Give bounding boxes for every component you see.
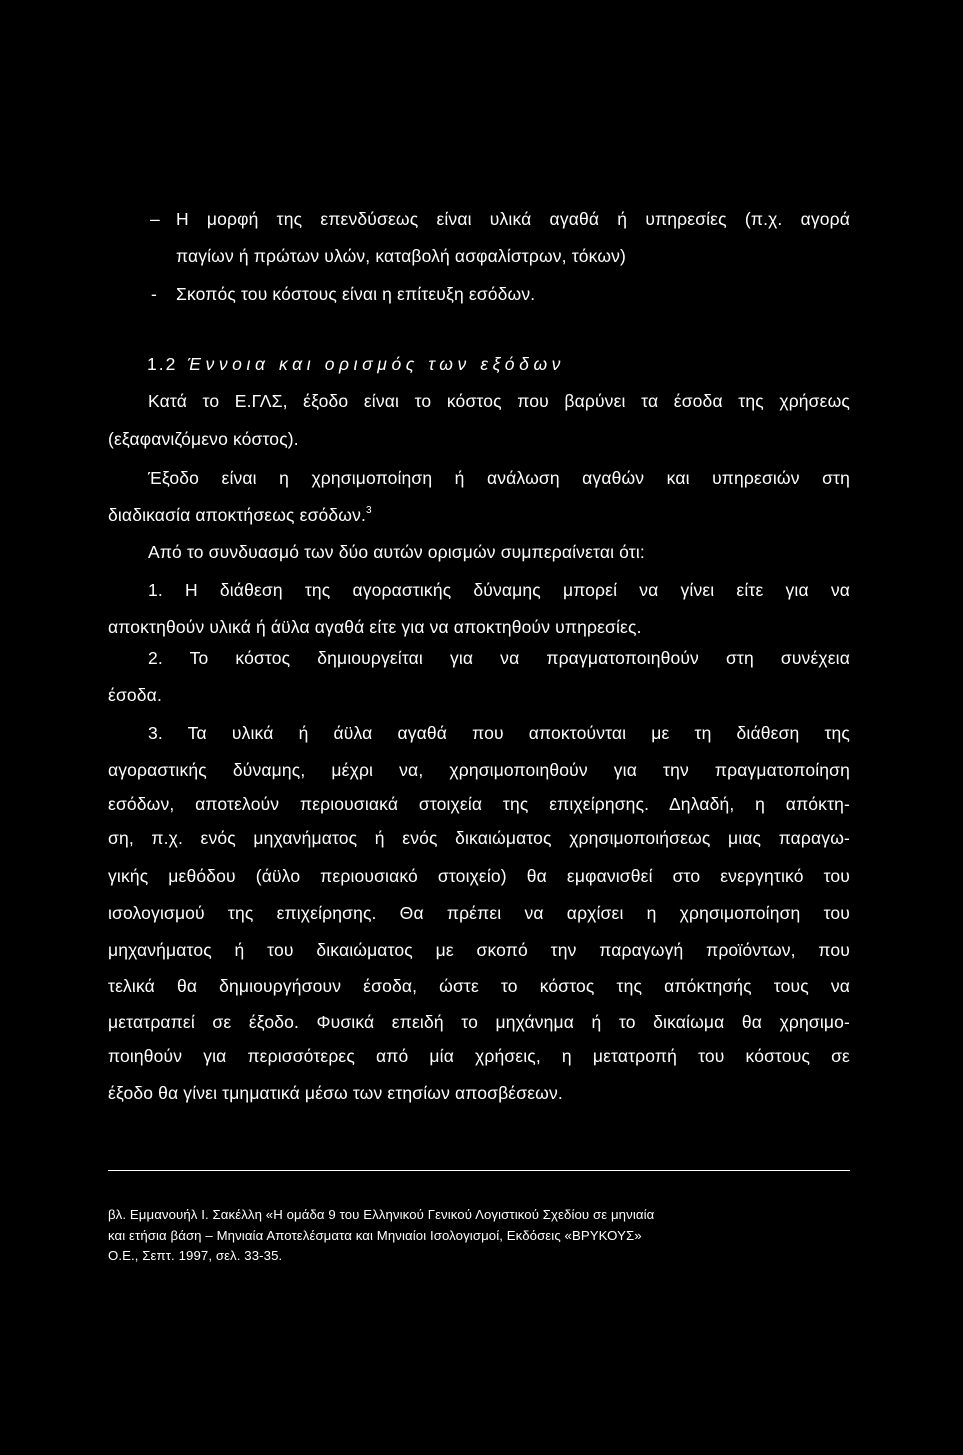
body-line: 3. Τα υλικά ή άϋλα αγαθά που αποκτούνται με τη διάθεση της bbox=[148, 723, 850, 743]
body-line: Έξοδο είναι η χρησιμοποίηση ή ανάλωση αγαθών και υπηρεσιών στη bbox=[148, 468, 850, 488]
body-line: 1. Η διάθεση της αγοραστικής δύναμης μπορεί να γίνει είτε για να bbox=[148, 580, 850, 600]
body-line-with-footnote-ref bbox=[108, 503, 372, 527]
body-line: ποιηθούν για περισσότερες από μία χρήσεις, η μετατροπή του κόστους σε bbox=[108, 1046, 850, 1066]
body-line: (εξαφανιζόμενο κόστος). bbox=[108, 429, 299, 449]
body-line: 2. Το κόστος δημιουργείται για να πραγματοποιηθούν στη συνέχεια bbox=[148, 648, 850, 668]
bullet-1-line-2: παγίων ή πρώτων υλών, καταβολή ασφαλίστρων, τόκων) bbox=[176, 246, 627, 266]
body-line: μηχανήματος ή του δικαιώματος με σκοπό την παραγωγή προϊόντων, που bbox=[108, 940, 850, 960]
footnote-separator bbox=[108, 1170, 850, 1171]
body-line: μετατραπεί σε έξοδο. Φυσικά επειδή το μηχάνημα ή το δικαίωμα θα χρησιμο- bbox=[108, 1012, 850, 1032]
footnote-line: Ο.Ε., Σεπτ. 1997, σελ. 33-35. bbox=[108, 1248, 283, 1263]
bullet-dash-1: – bbox=[150, 209, 160, 229]
bullet-1-line-1: Η μορφή της επενδύσεως είναι υλικά αγαθά ή υπηρεσίες (π.χ. αγορά bbox=[176, 209, 850, 229]
body-line: γικής μεθόδου (άϋλο περιουσιακό στοιχείο) θα εμφανισθεί στο ενεργητικό του bbox=[108, 866, 850, 886]
body-line: εσόδων, αποτελούν περιουσιακά στοιχεία της επιχείρησης. Δηλαδή, η απόκτη- bbox=[108, 794, 850, 814]
bullet-2-line-1: Σκοπός του κόστους είναι η επίτευξη εσόδων. bbox=[176, 284, 536, 304]
footnote-line: βλ. Εμμανουήλ Ι. Σακέλλη «Η ομάδα 9 του Ελληνικού Γενικού Λογιστικού Σχεδίου σε μηνιαία bbox=[108, 1207, 655, 1222]
body-line: έσοδα. bbox=[108, 685, 162, 705]
body-line: τελικά θα δημιουργήσουν έσοδα, ώστε το κόστος της απόκτησής τους να bbox=[108, 976, 850, 996]
section-heading bbox=[147, 352, 565, 376]
body-text: διαδικασία αποκτήσεως εσόδων. bbox=[108, 505, 367, 525]
bullet-dash-2: - bbox=[151, 284, 157, 304]
section-number: 1.2 bbox=[147, 354, 178, 374]
body-line: Από το συνδυασμό των δύο αυτών ορισμών συμπεραίνεται ότι: bbox=[148, 542, 645, 562]
body-line: ισολογισμού της επιχείρησης. Θα πρέπει να αρχίσει η χρησιμοποίηση του bbox=[108, 903, 850, 923]
body-line: έξοδο θα γίνει τμηματικά μέσω των ετησίων αποσβέσεων. bbox=[108, 1083, 563, 1103]
body-line: αγοραστικής δύναμης, μέχρι να, χρησιμοποιηθούν για την πραγματοποίηση bbox=[108, 760, 850, 780]
body-line: ση, π.χ. ενός μηχανήματος ή ενός δικαιώματος χρησιμοποιήσεως μιας παραγω- bbox=[108, 828, 850, 848]
section-title: Έννοια και ορισμός των εξόδων bbox=[187, 354, 566, 374]
footnote-reference: 3 bbox=[366, 505, 372, 516]
footnote-line: και ετήσια βάση – Μηνιαία Αποτελέσματα και Μηνιαίοι Ισολογισμοί, Εκδόσεις «ΒΡΥΚΟΥΣ» bbox=[108, 1228, 642, 1243]
body-line: Κατά το Ε.ΓΛΣ, έξοδο είναι το κόστος που βαρύνει τα έσοδα της χρήσεως bbox=[148, 391, 850, 411]
body-line: αποκτηθούν υλικά ή άϋλα αγαθά είτε για να αποκτηθούν υπηρεσίες. bbox=[108, 617, 642, 637]
